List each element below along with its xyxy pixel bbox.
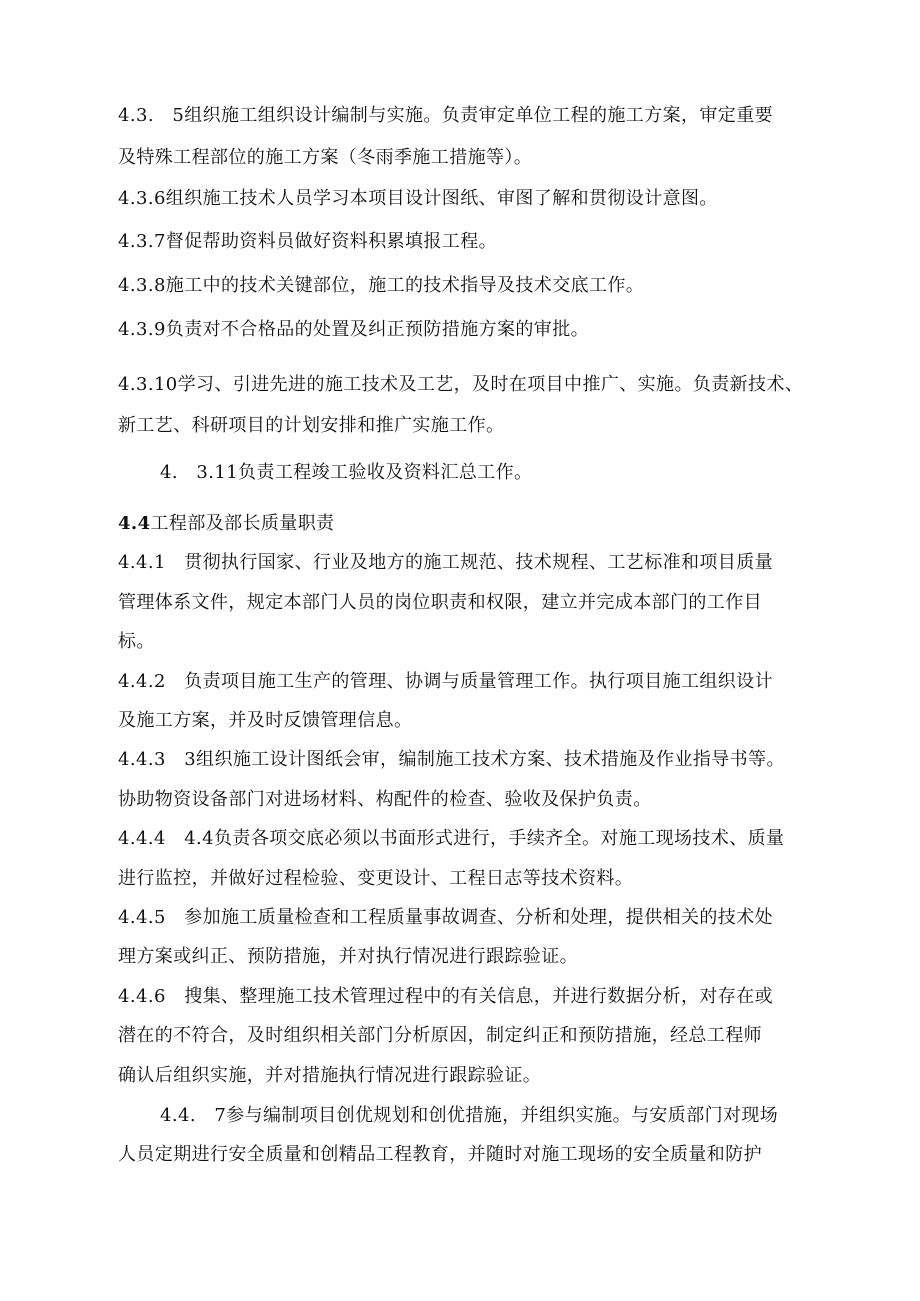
clause-4-3-9: 4.3.9负责对不合格品的处置及纠正预防措施方案的审批。	[118, 319, 589, 340]
clause-4-4-2-line-2: 及施工方案，并及时反馈管理信息。	[118, 710, 413, 731]
clause-4-3-5-line-1: 4.3. 5组织施工组织设计编制与实施。负责审定单位工程的施工方案，审定重要	[118, 105, 773, 126]
clause-4-3-10-line-1: 4.3.10学习、引进先进的施工技术及工艺，及时在项目中推广、实施。负责新技术、	[118, 374, 804, 395]
clause-4-4-6-line-3: 确认后组织实施，并对措施执行情况进行跟踪验证。	[118, 1065, 542, 1086]
clause-4-4-5-line-2: 理方案或纠正、预防措施，并对执行情况进行跟踪验证。	[118, 946, 578, 967]
clause-4-3-10-line-2: 新工艺、科研项目的计划安排和推广实施工作。	[118, 415, 505, 436]
clause-4-4-7-line-2: 人员定期进行安全质量和创精品工程教育，并随时对施工现场的安全质量和防护	[118, 1144, 762, 1165]
clause-4-4-2-line-1: 4.4.2 负责项目施工生产的管理、协调与质量管理工作。执行项目施工组织设计	[118, 671, 773, 692]
clause-4-4-5-line-1: 4.4.5 参加施工质量检查和工程质量事故调查、分析和处理，提供相关的技术处	[118, 907, 773, 928]
clause-4-3-8: 4.3.8施工中的技术关键部位，施工的技术指导及技术交底工作。	[118, 275, 645, 296]
clause-4-4-6-line-1: 4.4.6 搜集、整理施工技术管理过程中的有关信息，并进行数据分析，对存在或	[118, 986, 773, 1007]
clause-4-4-1-line-1: 4.4.1 贯彻执行国家、行业及地方的施工规范、技术规程、工艺标准和项目质量	[118, 552, 773, 573]
clause-4-4-1-line-2: 管理体系文件，规定本部门人员的岗位职责和权限，建立并完成本部门的工作目	[118, 592, 762, 613]
clause-4-4-6-line-2: 潜在的不符合，及时组织相关部门分析原因，制定纠正和预防措施，经总工程师	[118, 1025, 762, 1046]
section-title: 工程部及部长质量职责	[150, 513, 335, 534]
clause-4-4-4-line-1: 4.4.4 4.4负责各项交底必须以书面形式进行，手续齐全。对施工现场技术、质量	[118, 828, 785, 849]
clause-4-3-6: 4.3.6组织施工技术人员学习本项目设计图纸、审图了解和贯彻设计意图。	[118, 188, 718, 209]
section-heading-4-4	[118, 512, 335, 536]
clause-4-4-1-line-3: 标。	[118, 631, 155, 652]
clause-4-4-3-line-2: 协助物资设备部门对进场材料、构配件的检查、验收及保护负责。	[118, 789, 652, 810]
clause-4-4-3-line-1: 4.4.3 3组织施工设计图纸会审，编制施工技术方案、技术措施及作业指导书等。	[118, 749, 785, 770]
clause-4-3-7: 4.3.7督促帮助资料员做好资料积累填报工程。	[118, 231, 497, 252]
clause-4-4-7-line-1: 4.4. 7参与编制项目创优规划和创优措施，并组织实施。与安质部门对现场	[160, 1105, 779, 1126]
clause-4-3-11: 4. 3.11负责工程竣工验收及资料汇总工作。	[160, 462, 533, 483]
section-number: 4.4	[118, 513, 151, 534]
clause-4-3-5-line-2: 及特殊工程部位的施工方案（冬雨季施工措施等）。	[118, 147, 533, 168]
clause-4-4-4-line-2: 进行监控，并做好过程检验、变更设计、工程日志等技术资料。	[118, 868, 634, 889]
